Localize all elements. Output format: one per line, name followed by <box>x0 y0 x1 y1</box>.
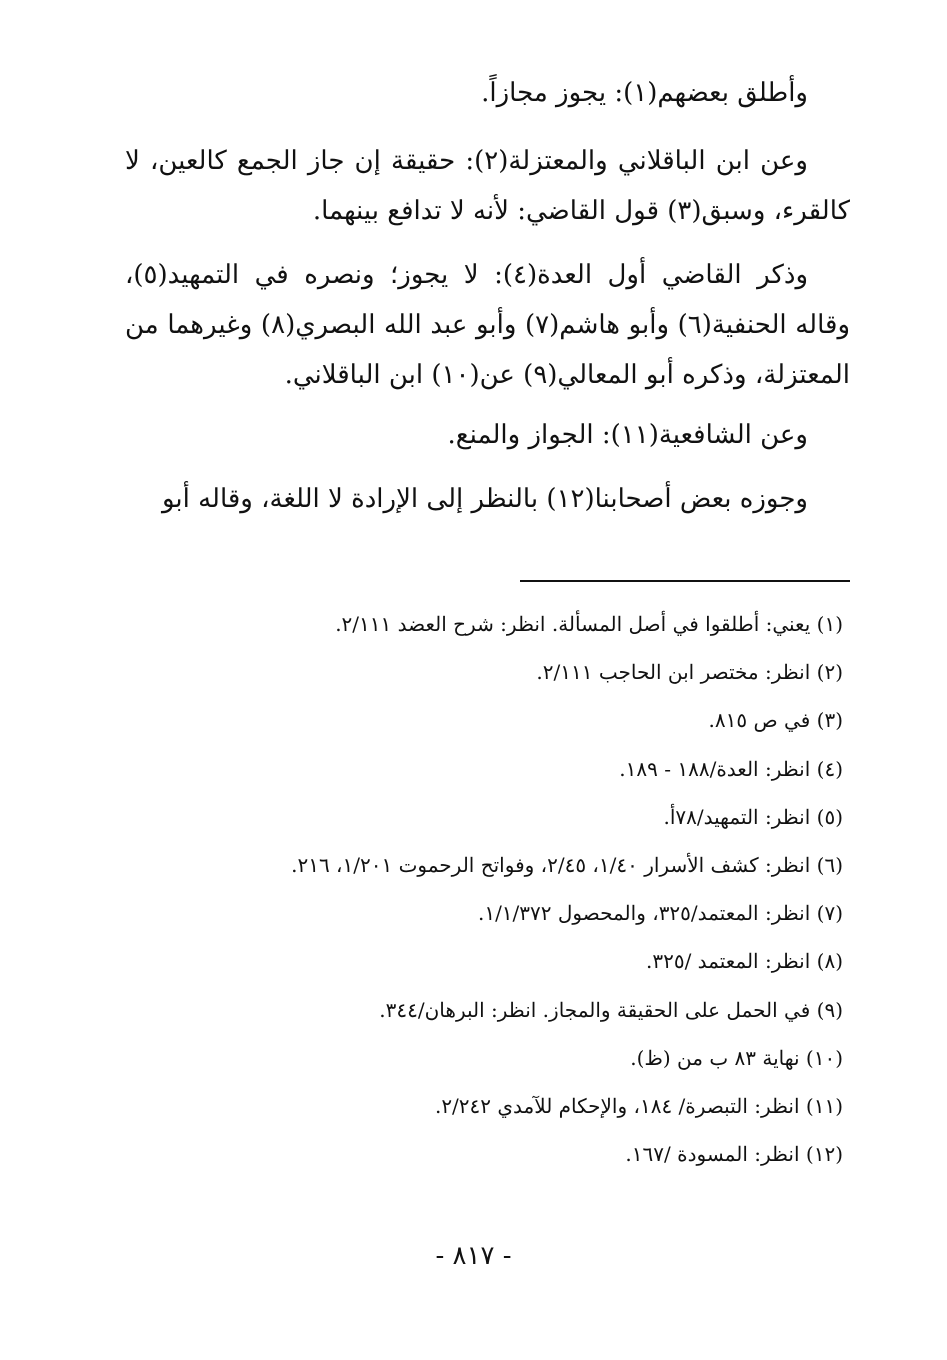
footnote-9: (٩) في الحمل على الحقيقة والمجاز. انظر: البرهان/٣٤٤. <box>379 997 843 1022</box>
footnote-3: (٣) في ص ٨١٥. <box>708 708 843 733</box>
footnote-4: (٤) انظر: العدة/١٨٨ - ١٨٩. <box>619 756 843 781</box>
footnote-6: (٦) انظر: كشف الأسرار ١/٤٠، ٢/٤٥، وفواتح الرحموت ١/٢٠١، ٢١٦. <box>291 852 843 877</box>
paragraph-5: وجوزه بعض أصحابنا(١٢) بالنظر إلى الإرادة لا اللغة، وقاله أبو <box>161 484 808 514</box>
paragraph-3: وذكر القاضي أول العدة(٤): لا يجوز؛ ونصره في التمهيد(٥)، وقاله الحنفية(٦) وأبو هاشم(٧) وأبو عبد الله البصري(٨) وغيرهما من المعتزلة، وذكره أبو المعالي(٩) عن(١٠) ابن الباقلاني. <box>125 260 850 390</box>
footnote-2: (٢) انظر: مختصر ابن الحاجب ٢/١١١. <box>536 660 843 685</box>
page-number: - ٨١٧ - <box>435 1241 512 1271</box>
paragraph-4: وعن الشافعية(١١): الجواز والمنع. <box>447 420 808 450</box>
main-text <box>125 68 850 536</box>
footnote-11: (١١) انظر: التبصرة/ ١٨٤، والإحكام للآمدي ٢/٢٤٢. <box>434 1093 843 1118</box>
footnote-12: (١٢) انظر: المسودة /١٦٧. <box>625 1142 843 1167</box>
footnote-1: (١) يعني: أطلقوا في أصل المسألة. انظر: شرح العضد ٢/١١١. <box>335 612 843 636</box>
footnote-divider <box>520 580 850 582</box>
footnotes <box>125 600 843 1178</box>
footnote-7: (٧) انظر: المعتمد/٣٢٥، والمحصول ١/١/٣٧٢. <box>477 901 843 926</box>
paragraph-2: وعن ابن الباقلاني والمعتزلة(٢): حقيقة إن جاز الجمع كالعين، لا كالقرء، وسبق(٣) قول القاضي: لأنه لا تدافع بينهما. <box>125 146 850 226</box>
footnote-8: (٨) انظر: المعتمد /٣٢٥. <box>645 949 843 974</box>
footnote-5: (٥) انظر: التمهيد/٧٨أ. <box>663 804 843 829</box>
paragraph-1: وأطلق بعضهم(١): يجوز مجازاً. <box>481 78 808 108</box>
footnote-10: (١٠) نهاية ٨٣ ب من (ظ). <box>630 1045 843 1070</box>
